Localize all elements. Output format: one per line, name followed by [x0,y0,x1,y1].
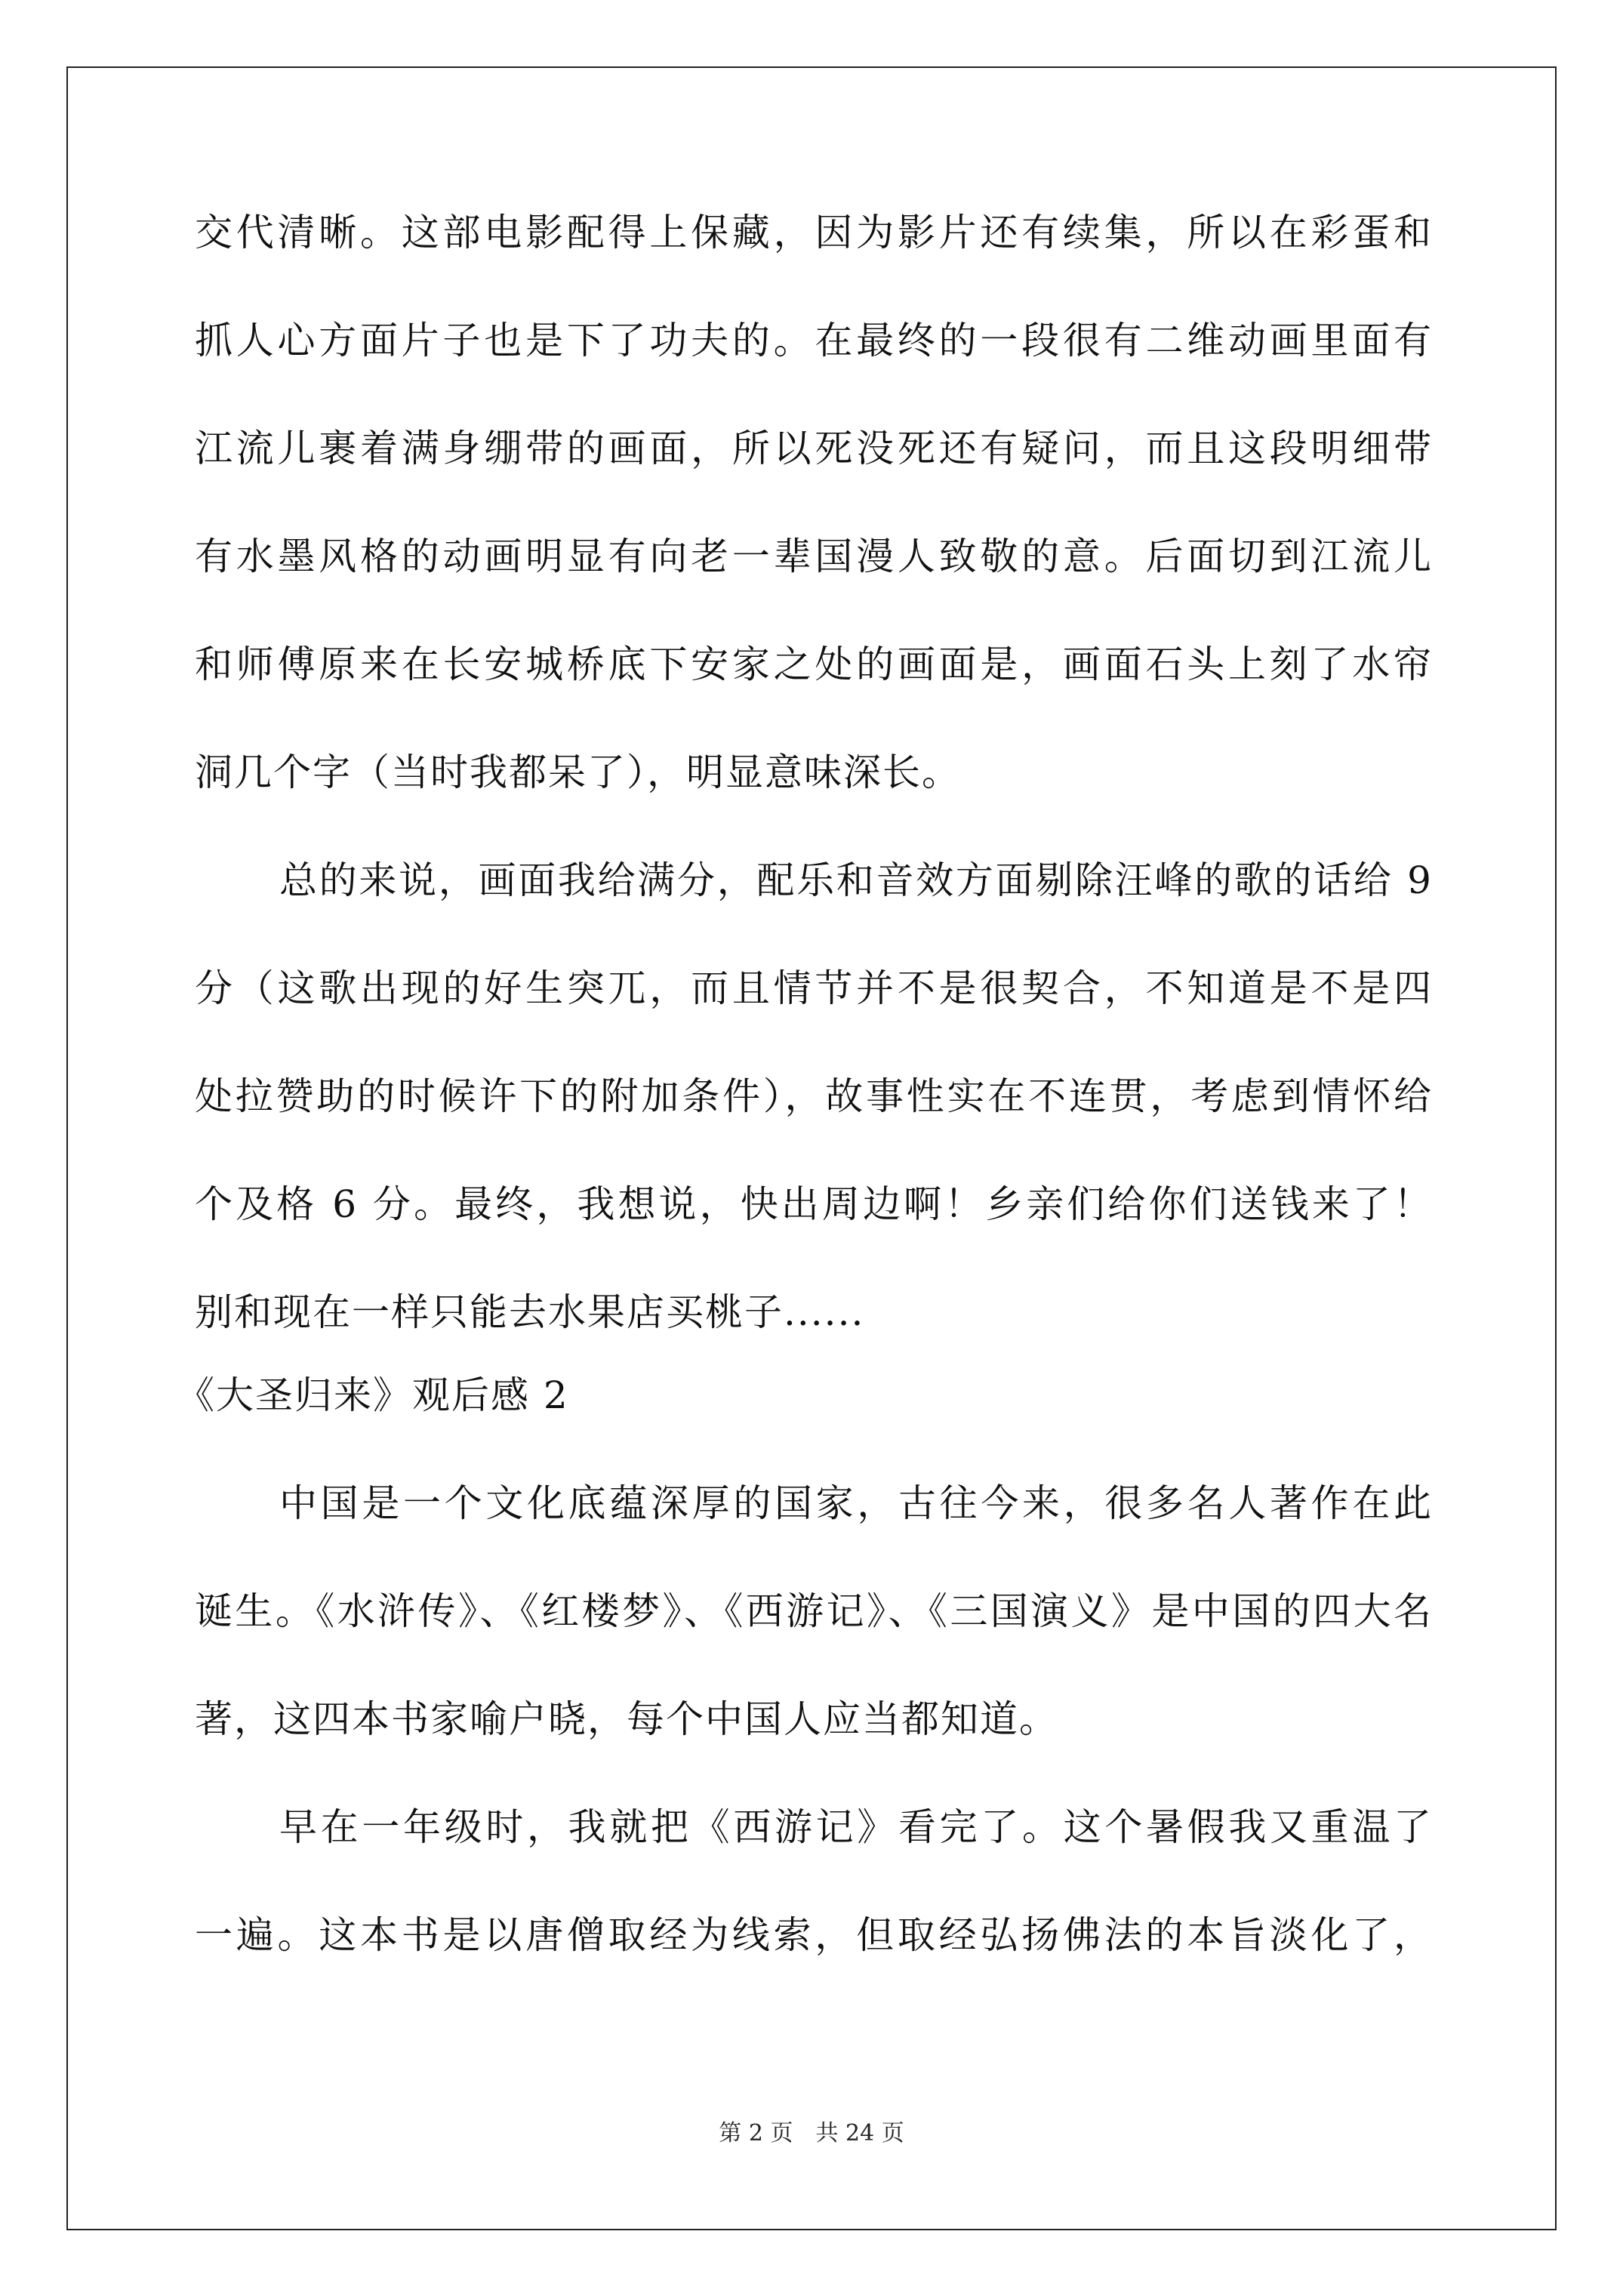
page-footer: 第 2 页 共 24 页 [719,2120,904,2147]
text-line: 洞几个字（当时我都呆了），明显意味深长。 [195,750,961,794]
text-line: 别和现在一样只能去水果店买桃子...... [195,1290,865,1334]
document-body [177,202,1433,1965]
paragraph [195,1797,1433,1965]
text-line: 和师傅原来在长安城桥底下安家之处的画面是，画面石头上刻了水帘 [195,643,1433,686]
text-line: 交代清晰。这部电影配得上保藏，因为影片还有续集，所以在彩蛋和 [195,211,1433,254]
paragraph [195,202,1433,803]
text-line: 诞生。《水浒传》、《红楼梦》、《西游记》、《三国演义》是中国的四大名 [195,1589,1433,1633]
section-heading: 《大圣归来》观后感 2 [177,1373,569,1417]
text-line: 一遍。这本书是以唐僧取经为线索，但取经弘扬佛法的本旨淡化了， [195,1913,1433,1957]
text-line: 抓人心方面片子也是下了功夫的。在最终的一段很有二维动画里面有 [195,319,1433,362]
paragraph [195,850,1433,1342]
text-line: 中国是一个文化底蕴深厚的国家，古往今来，很多名人著作在此 [279,1481,1433,1525]
paragraph [195,1473,1433,1749]
text-line: 有水墨风格的动画明显有向老一辈国漫人致敬的意。后面切到江流儿 [195,535,1433,578]
text-line: 江流儿裹着满身绷带的画面，所以死没死还有疑问，而且这段明细带 [195,427,1433,470]
text-line: 个及格 6 分。最终，我想说，快出周边啊！乡亲们给你们送钱来了！ [195,1182,1433,1226]
text-line: 早在一年级时，我就把《西游记》看完了。这个暑假我又重温了 [279,1805,1433,1849]
text-line: 著，这四本书家喻户晓，每个中国人应当都知道。 [195,1697,1058,1741]
text-line: 总的来说，画面我给满分，配乐和音效方面剔除汪峰的歌的话给 9 [279,858,1433,902]
text-line: 处拉赞助的时候许下的附加条件），故事性实在不连贯，考虑到情怀给 [195,1074,1433,1118]
text-line: 分（这歌出现的好生突兀，而且情节并不是很契合，不知道是不是四 [195,966,1433,1010]
